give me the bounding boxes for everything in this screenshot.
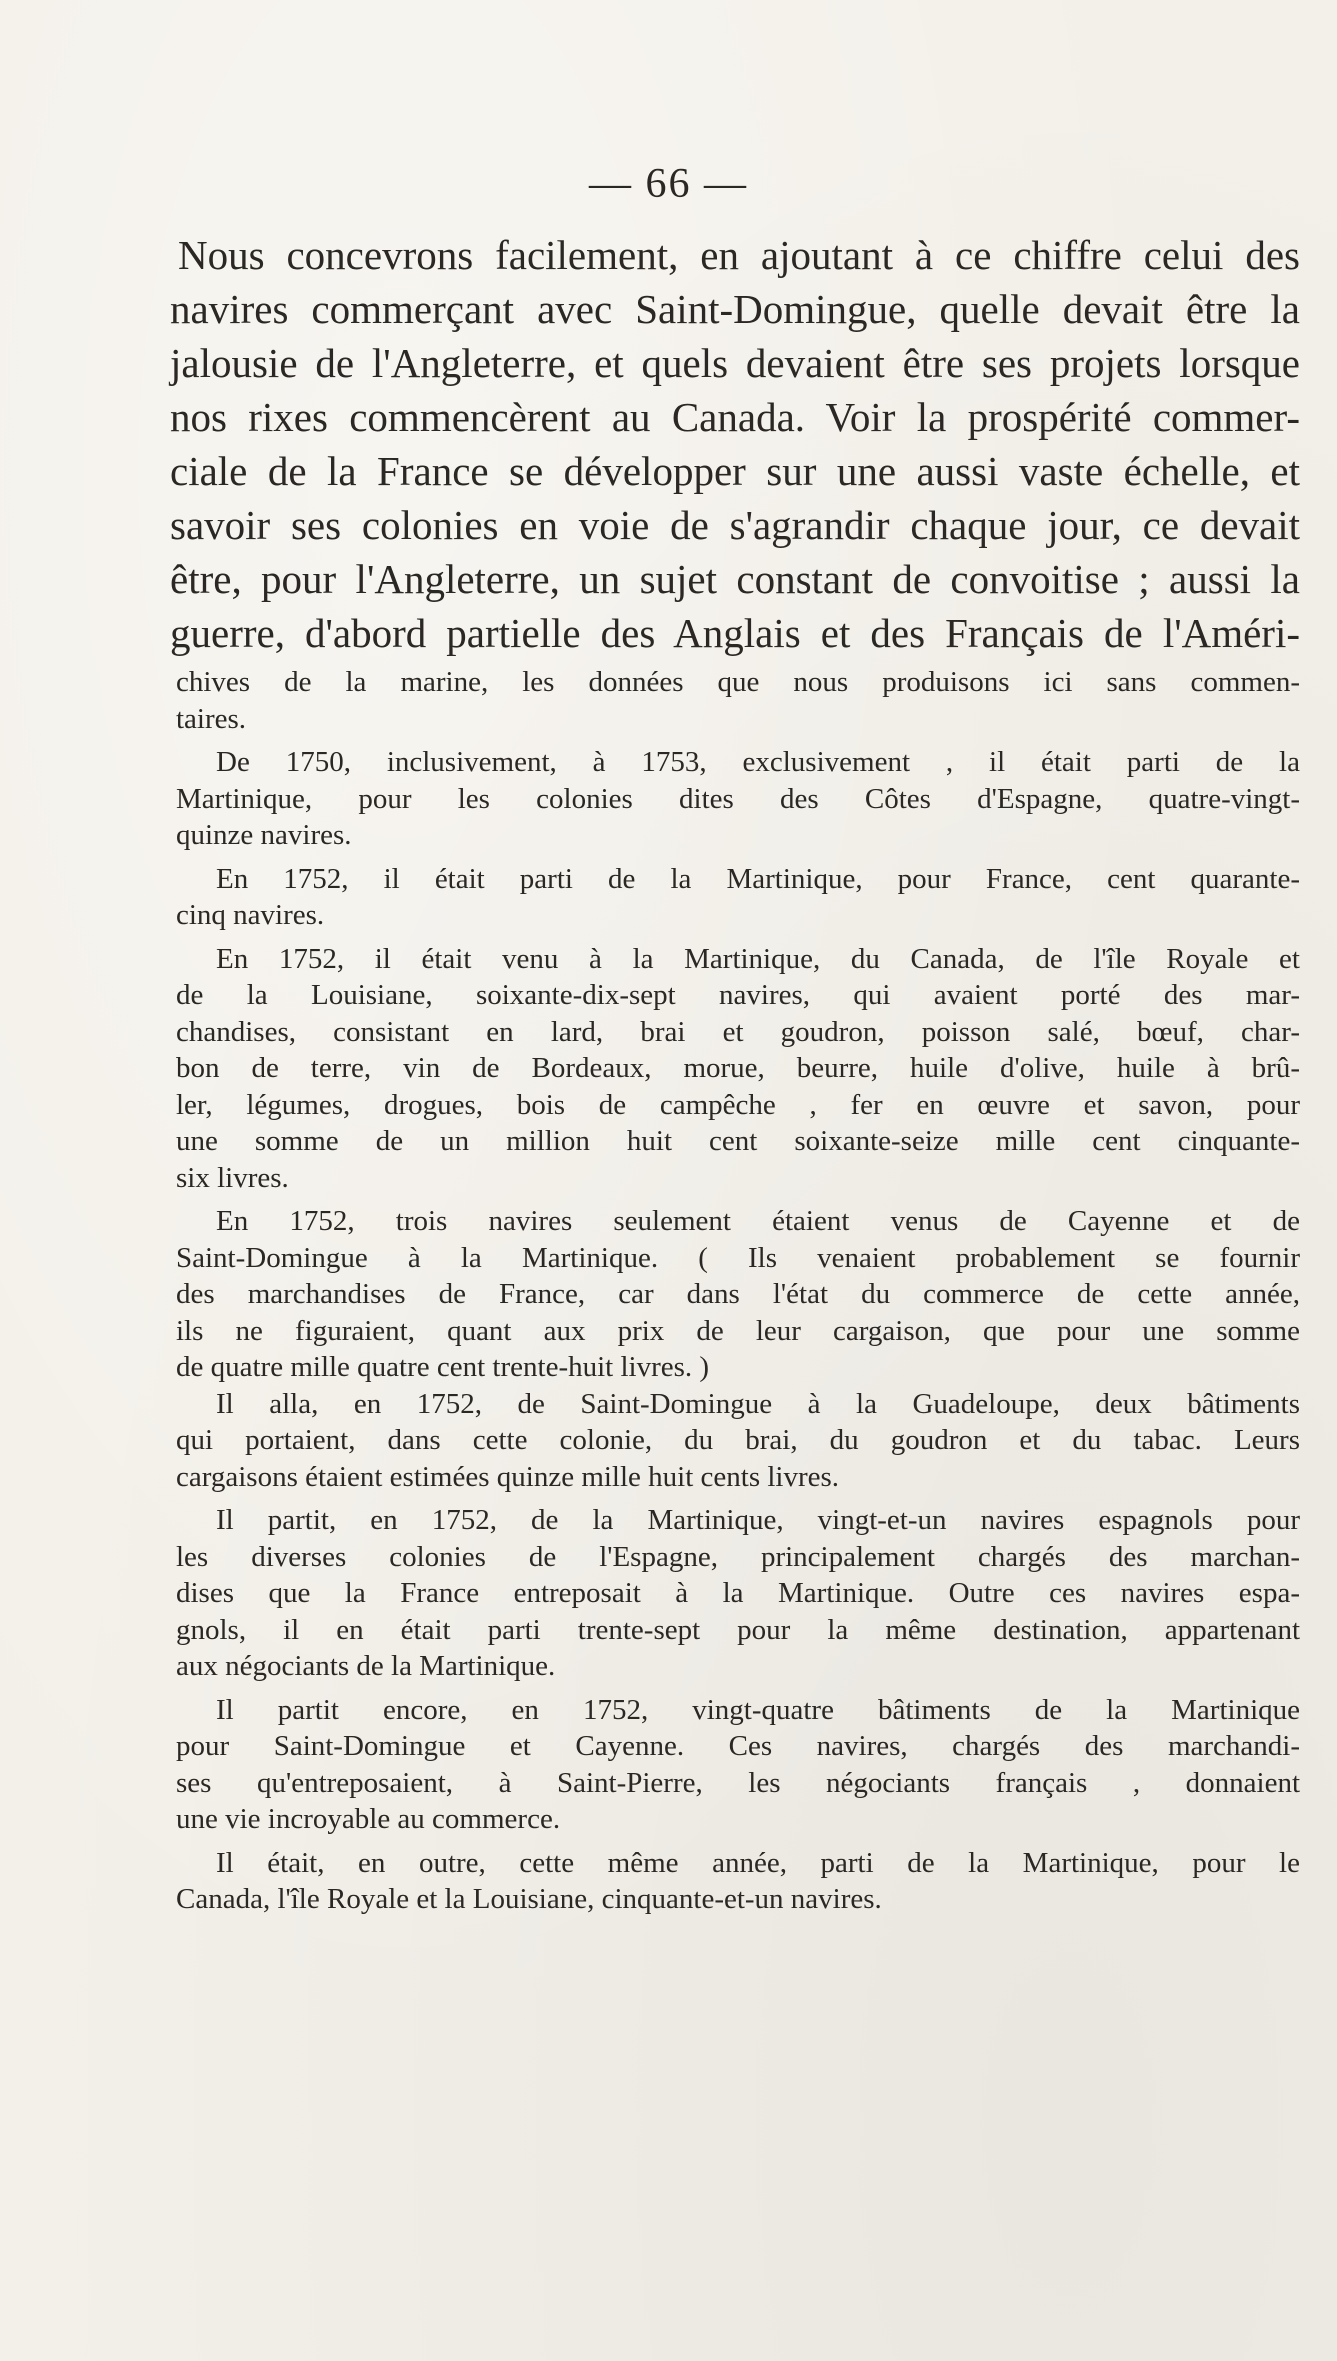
footnote-line: gnols, il en était parti trente-sept pour la même destination, appartenant bbox=[176, 1613, 1300, 1646]
footnote-line: ils ne figuraient, quant aux prix de leur cargaison, que pour une somme bbox=[176, 1314, 1300, 1347]
footnote-line: une vie incroyable au commerce. bbox=[176, 1803, 561, 1835]
footnote-line: bon de terre, vin de Bordeaux, morue, beurre, huile d'olive, huile à brû- bbox=[176, 1052, 1300, 1084]
footnote-line: de la Louisiane, soixante-dix-sept navires, qui avaient porté des mar- bbox=[176, 979, 1300, 1011]
footnote-line: qui portaient, dans cette colonie, du brai, du goudron et du tabac. Leurs bbox=[176, 1424, 1300, 1456]
footnote-line: En 1752, trois navires seulement étaient venus de Cayenne et de bbox=[216, 1205, 1300, 1237]
footnote-block bbox=[176, 664, 1300, 1918]
footnote-line: cargaisons étaient estimées quinze mille huit cents livres. bbox=[176, 1460, 840, 1493]
footnote-line: quinze navires. bbox=[176, 819, 352, 851]
footnote-line: taires. bbox=[176, 702, 247, 735]
main-text-line: Nous concevrons facilement, en ajoutant à ce chiffre celui des bbox=[178, 232, 1300, 278]
main-text-line: savoir ses colonies en voie de s'agrandir chaque jour, ce devait bbox=[170, 502, 1300, 548]
footnote-line: Il alla, en 1752, de Saint-Domingue à la Guadeloupe, deux bâtiments bbox=[216, 1387, 1300, 1420]
footnote-line: En 1752, il était venu à la Martinique, du Canada, de l'île Royale et bbox=[216, 942, 1300, 975]
footnote-line: de quatre mille quatre cent trente-huit livres. ) bbox=[176, 1351, 710, 1383]
footnote-line: Il partit encore, en 1752, vingt-quatre bâtiments de la Martinique bbox=[216, 1693, 1300, 1726]
page-number: — 66 — bbox=[589, 161, 748, 207]
footnote-line: aux négociants de la Martinique. bbox=[176, 1650, 556, 1682]
main-paragraph bbox=[170, 228, 1300, 660]
footnote-line: ler, légumes, drogues, bois de campêche , fer en œuvre et savon, pour bbox=[176, 1088, 1300, 1121]
footnote-line: En 1752, il était parti de la Martinique, pour France, cent quarante- bbox=[216, 862, 1300, 895]
footnote-line: des marchandises de France, car dans l'état du commerce de cette année, bbox=[176, 1278, 1300, 1310]
footnote-line: Canada, l'île Royale et la Louisiane, cinquante-et-un navires. bbox=[176, 1883, 882, 1915]
footnote-line: cinq navires. bbox=[176, 899, 325, 931]
footnote-line: chives de la marine, les données que nous produisons ici sans commen- bbox=[176, 666, 1300, 698]
footnote-line: une somme de un million huit cent soixante-seize mille cent cinquante- bbox=[176, 1125, 1300, 1157]
footnote-line: Martinique, pour les colonies dites des Côtes d'Espagne, quatre-vingt- bbox=[176, 782, 1300, 815]
footnote-line: Il était, en outre, cette même année, parti de la Martinique, pour le bbox=[216, 1846, 1300, 1879]
footnote-line: pour Saint-Domingue et Cayenne. Ces navires, chargés des marchandi- bbox=[176, 1730, 1300, 1762]
main-text-line: nos rixes commencèrent au Canada. Voir la prospérité commer- bbox=[170, 394, 1300, 440]
main-text-line: guerre, d'abord partielle des Anglais et des Français de l'Améri- bbox=[170, 610, 1300, 656]
footnote-line: De 1750, inclusivement, à 1753, exclusivement , il était parti de la bbox=[216, 746, 1300, 778]
main-text-line: ciale de la France se développer sur une aussi vaste échelle, et bbox=[170, 448, 1300, 494]
footnote-line: Saint-Domingue à la Martinique. ( Ils venaient probablement se fournir bbox=[176, 1241, 1300, 1274]
main-text-line: jalousie de l'Angleterre, et quels devaient être ses projets lorsque bbox=[170, 340, 1300, 386]
main-text-line: être, pour l'Angleterre, un sujet constant de convoitise ; aussi la bbox=[170, 556, 1300, 602]
footnote-line: dises que la France entreposait à la Martinique. Outre ces navires espa- bbox=[176, 1577, 1300, 1609]
footnote-line: chandises, consistant en lard, brai et goudron, poisson salé, bœuf, char- bbox=[176, 1015, 1300, 1048]
footnote-line: les diverses colonies de l'Espagne, principalement chargés des marchan- bbox=[176, 1540, 1300, 1573]
footnote-line: six livres. bbox=[176, 1161, 289, 1194]
footnote-line: ses qu'entreposaient, à Saint-Pierre, les négociants français , donnaient bbox=[176, 1766, 1300, 1799]
main-text-line: navires commerçant avec Saint-Domingue, quelle devait être la bbox=[170, 286, 1300, 332]
footnote-line: Il partit, en 1752, de la Martinique, vingt-et-un navires espagnols pour bbox=[216, 1504, 1300, 1536]
